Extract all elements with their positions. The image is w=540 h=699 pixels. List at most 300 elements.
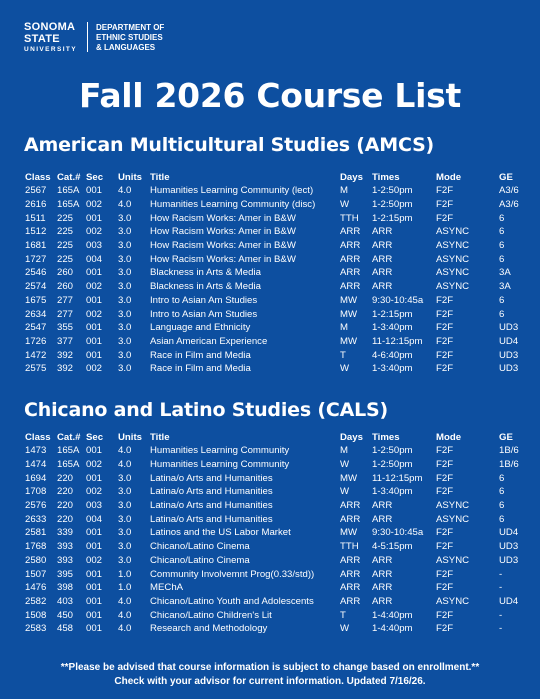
cell-section: 001 <box>86 582 103 594</box>
cell-class: 1511 <box>25 212 46 224</box>
cell-catalog-number: 377 <box>57 335 74 347</box>
column-header-mode: Mode <box>436 431 462 443</box>
cell-catalog-number: 165A <box>57 199 80 211</box>
cell-mode: F2F <box>436 623 454 635</box>
table-row <box>25 335 525 349</box>
cell-title: Research and Methodology <box>150 623 268 635</box>
cell-ge: 1B/6 <box>499 459 519 471</box>
table-row <box>25 280 525 294</box>
cell-ge: UD3 <box>499 322 519 334</box>
cell-ge: 6 <box>499 513 505 525</box>
cell-catalog-number: 225 <box>57 253 74 265</box>
cell-title: Race in Film and Media <box>150 349 251 361</box>
cell-catalog-number: 395 <box>57 568 74 580</box>
cell-units: 3.0 <box>118 554 132 566</box>
cell-ge: - <box>499 609 503 621</box>
cell-title: How Racism Works: Amer in B&W <box>150 240 296 252</box>
cell-class: 2574 <box>25 281 47 293</box>
cell-mode: F2F <box>436 199 454 211</box>
cell-catalog-number: 393 <box>57 554 74 566</box>
cell-section: 001 <box>86 294 103 306</box>
column-header-units: Units <box>118 431 142 443</box>
cell-mode: ASYNC <box>436 281 470 293</box>
department-line-3: & LANGUAGES <box>96 43 156 52</box>
cell-days: W <box>340 486 350 498</box>
table-row <box>25 581 525 595</box>
cell-days: MW <box>340 527 358 539</box>
cell-title: Race in Film and Media <box>150 363 251 375</box>
cell-title: How Racism Works: Amer in B&W <box>150 226 296 238</box>
cell-ge: UD3 <box>499 363 519 375</box>
cell-title: Chicano/Latino Youth and Adolescents <box>150 595 314 607</box>
cell-catalog-number: 450 <box>57 609 74 621</box>
column-header-catalog-number: Cat.# <box>57 431 81 443</box>
cell-days: TTH <box>340 212 359 224</box>
cell-mode: ASYNC <box>436 267 470 279</box>
cell-class: 1694 <box>25 472 47 484</box>
cell-section: 002 <box>86 199 103 211</box>
cell-catalog-number: 260 <box>57 281 74 293</box>
column-header-ge: GE <box>499 171 513 183</box>
cell-times: 1-2:50pm <box>372 445 413 457</box>
cell-ge: A3/6 <box>499 199 519 211</box>
cell-days: TTH <box>340 541 359 553</box>
cell-mode: F2F <box>436 335 454 347</box>
cell-days: T <box>340 609 346 621</box>
cell-times: 11-12:15pm <box>372 472 423 484</box>
cell-times: 9:30-10:45a <box>372 527 424 539</box>
cell-units: 4.0 <box>118 185 132 197</box>
column-header-units: Units <box>118 171 142 183</box>
cell-section: 001 <box>86 322 103 334</box>
cell-times: 1-3:40pm <box>372 322 413 334</box>
cell-section: 002 <box>86 554 103 566</box>
cell-catalog-number: 220 <box>57 472 74 484</box>
cell-section: 002 <box>86 486 103 498</box>
cell-units: 1.0 <box>118 582 132 594</box>
cell-ge: - <box>499 623 503 635</box>
cell-ge: 3A <box>499 267 511 279</box>
cell-units: 3.0 <box>118 541 132 553</box>
cell-catalog-number: 403 <box>57 595 74 607</box>
cell-mode: F2F <box>436 568 454 580</box>
column-header-mode: Mode <box>436 171 462 183</box>
cell-ge: UD4 <box>499 335 519 347</box>
column-header-times: Times <box>372 171 400 183</box>
cell-ge: 6 <box>499 294 505 306</box>
sonoma-state-logo <box>24 22 77 54</box>
cell-mode: ASYNC <box>436 500 470 512</box>
cell-ge: UD3 <box>499 541 519 553</box>
cell-section: 001 <box>86 541 103 553</box>
section-heading-amcs: American Multicultural Studies (AMCS) <box>24 134 435 156</box>
cell-section: 003 <box>86 500 103 512</box>
cell-days: ARR <box>340 582 361 594</box>
column-header-title: Title <box>150 431 170 443</box>
cell-class: 1512 <box>25 226 47 238</box>
cell-ge: 6 <box>499 308 505 320</box>
cell-units: 3.0 <box>118 212 132 224</box>
cell-class: 2547 <box>25 322 47 334</box>
cell-times: 1-3:40pm <box>372 363 413 375</box>
table-row <box>25 348 525 362</box>
cell-title: Community Involvemnt Prog(0.33/std)) <box>150 568 315 580</box>
cell-catalog-number: 220 <box>57 500 74 512</box>
cell-times: 4-5:15pm <box>372 541 413 553</box>
column-header-days: Days <box>340 431 363 443</box>
table-row <box>25 184 525 198</box>
footer-notice <box>0 661 540 689</box>
cell-section: 002 <box>86 226 103 238</box>
cell-ge: 6 <box>499 486 505 498</box>
cell-catalog-number: 165A <box>57 185 80 197</box>
table-row <box>25 211 525 225</box>
cell-mode: ASYNC <box>436 240 470 252</box>
cell-title: Latina/o Arts and Humanities <box>150 513 273 525</box>
cell-units: 3.0 <box>118 281 132 293</box>
cell-days: ARR <box>340 267 361 279</box>
cell-days: MW <box>340 335 358 347</box>
cell-times: 1-2:50pm <box>372 185 413 197</box>
column-header-section: Sec <box>86 431 104 443</box>
cell-units: 3.0 <box>118 322 132 334</box>
table-row <box>25 252 525 266</box>
cell-class: 1726 <box>25 335 47 347</box>
cell-class: 1708 <box>25 486 47 498</box>
cell-catalog-number: 165A <box>57 459 80 471</box>
cell-section: 004 <box>86 253 103 265</box>
table-row <box>25 471 525 485</box>
cell-title: How Racism Works: Amer in B&W <box>150 212 296 224</box>
cell-times: ARR <box>372 554 393 566</box>
cell-units: 1.0 <box>118 568 132 580</box>
cell-units: 3.0 <box>118 253 132 265</box>
cell-units: 4.0 <box>118 459 132 471</box>
course-table-cals <box>25 430 525 636</box>
cell-days: MW <box>340 308 358 320</box>
cell-days: ARR <box>340 281 361 293</box>
table-row <box>25 526 525 540</box>
cell-days: W <box>340 199 350 211</box>
cell-section: 002 <box>86 281 103 293</box>
cell-units: 4.0 <box>118 199 132 211</box>
cell-ge: 6 <box>499 500 505 512</box>
cell-days: ARR <box>340 595 361 607</box>
cell-days: M <box>340 185 348 197</box>
cell-section: 001 <box>86 527 103 539</box>
cell-units: 3.0 <box>118 472 132 484</box>
cell-ge: 3A <box>499 281 511 293</box>
cell-ge: 6 <box>499 226 505 238</box>
table-row <box>25 512 525 526</box>
cell-times: 1-4:40pm <box>372 609 413 621</box>
cell-mode: F2F <box>436 363 454 375</box>
cell-times: ARR <box>372 595 393 607</box>
cell-section: 002 <box>86 363 103 375</box>
cell-class: 2576 <box>25 500 47 512</box>
cell-times: 1-4:40pm <box>372 623 413 635</box>
cell-mode: F2F <box>436 486 454 498</box>
cell-times: 1-2:15pm <box>372 212 413 224</box>
cell-title: Chicano/Latino Cinema <box>150 554 250 566</box>
cell-mode: ASYNC <box>436 554 470 566</box>
cell-catalog-number: 165A <box>57 445 80 457</box>
cell-units: 4.0 <box>118 609 132 621</box>
cell-ge: 6 <box>499 212 505 224</box>
cell-units: 4.0 <box>118 595 132 607</box>
table-header-row <box>25 170 525 184</box>
cell-section: 004 <box>86 513 103 525</box>
table-row <box>25 225 525 239</box>
cell-class: 2546 <box>25 267 47 279</box>
cell-ge: UD3 <box>499 554 519 566</box>
cell-times: 1-2:50pm <box>372 459 413 471</box>
course-table-amcs <box>25 170 525 376</box>
cell-class: 2583 <box>25 623 47 635</box>
cell-section: 001 <box>86 349 103 361</box>
column-header-times: Times <box>372 431 400 443</box>
cell-days: W <box>340 459 350 471</box>
column-header-days: Days <box>340 171 363 183</box>
cell-class: 1472 <box>25 349 47 361</box>
cell-title: Latina/o Arts and Humanities <box>150 472 273 484</box>
column-header-title: Title <box>150 171 170 183</box>
table-row <box>25 485 525 499</box>
cell-title: Humanities Learning Community (disc) <box>150 199 316 211</box>
cell-class: 2634 <box>25 308 47 320</box>
cell-mode: F2F <box>436 308 454 320</box>
cell-times: 11-12:15pm <box>372 335 423 347</box>
cell-days: ARR <box>340 226 361 238</box>
cell-days: T <box>340 349 346 361</box>
page-title: Fall 2026 Course List <box>79 76 461 115</box>
cell-times: ARR <box>372 500 393 512</box>
cell-section: 002 <box>86 308 103 320</box>
cell-mode: F2F <box>436 527 454 539</box>
cell-ge: 6 <box>499 253 505 265</box>
table-row <box>25 266 525 280</box>
table-row <box>25 622 525 636</box>
cell-times: ARR <box>372 281 393 293</box>
cell-class: 1474 <box>25 459 47 471</box>
cell-units: 3.0 <box>118 527 132 539</box>
cell-catalog-number: 277 <box>57 308 74 320</box>
cell-section: 001 <box>86 335 103 347</box>
cell-days: MW <box>340 472 358 484</box>
cell-units: 3.0 <box>118 349 132 361</box>
cell-title: Chicano/Latino Cinema <box>150 541 250 553</box>
cell-mode: ASYNC <box>436 513 470 525</box>
cell-class: 2575 <box>25 363 47 375</box>
cell-section: 001 <box>86 472 103 484</box>
cell-ge: - <box>499 582 503 594</box>
cell-section: 001 <box>86 595 103 607</box>
cell-catalog-number: 277 <box>57 294 74 306</box>
cell-times: 1-3:40pm <box>372 486 413 498</box>
cell-times: 1-2:15pm <box>372 308 413 320</box>
cell-units: 3.0 <box>118 335 132 347</box>
cell-days: ARR <box>340 568 361 580</box>
cell-catalog-number: 220 <box>57 486 74 498</box>
cell-class: 1476 <box>25 582 47 594</box>
cell-catalog-number: 458 <box>57 623 74 635</box>
cell-class: 1681 <box>25 240 47 252</box>
cell-units: 3.0 <box>118 513 132 525</box>
table-row <box>25 567 525 581</box>
cell-catalog-number: 398 <box>57 582 74 594</box>
table-row <box>25 499 525 513</box>
table-row <box>25 458 525 472</box>
cell-section: 001 <box>86 609 103 621</box>
cell-title: Blackness in Arts & Media <box>150 267 261 279</box>
cell-title: Latina/o Arts and Humanities <box>150 486 273 498</box>
cell-catalog-number: 220 <box>57 513 74 525</box>
cell-title: Chicano/Latino Children's Lit <box>150 609 272 621</box>
section-heading-cals: Chicano and Latino Studies (CALS) <box>24 399 388 421</box>
cell-times: ARR <box>372 568 393 580</box>
column-header-class: Class <box>25 431 51 443</box>
column-header-class: Class <box>25 171 51 183</box>
logo-line-3: UNIVERSITY <box>24 46 78 53</box>
footer-line-2: Check with your advisor for current information. Updated 7/16/26. <box>114 676 426 687</box>
cell-mode: F2F <box>436 294 454 306</box>
cell-times: 4-6:40pm <box>372 349 413 361</box>
cell-section: 002 <box>86 459 103 471</box>
cell-catalog-number: 339 <box>57 527 74 539</box>
cell-title: MEChA <box>150 582 184 594</box>
cell-units: 3.0 <box>118 308 132 320</box>
cell-units: 3.0 <box>118 500 132 512</box>
cell-days: W <box>340 363 350 375</box>
department-line-2: ETHNIC STUDIES <box>96 33 163 42</box>
table-row <box>25 239 525 253</box>
table-row <box>25 362 525 376</box>
cell-class: 2633 <box>25 513 47 525</box>
cell-title: Intro to Asian Am Studies <box>150 294 258 306</box>
table-row <box>25 321 525 335</box>
cell-ge: UD4 <box>499 527 519 539</box>
cell-title: Latinos and the US Labor Market <box>150 527 291 539</box>
cell-days: M <box>340 322 348 334</box>
cell-ge: - <box>499 568 503 580</box>
cell-class: 1675 <box>25 294 47 306</box>
cell-times: ARR <box>372 253 393 265</box>
cell-catalog-number: 260 <box>57 267 74 279</box>
cell-mode: F2F <box>436 349 454 361</box>
cell-ge: 1B/6 <box>499 445 519 457</box>
department-name <box>96 23 164 53</box>
table-row <box>25 307 525 321</box>
cell-mode: F2F <box>436 459 454 471</box>
cell-class: 1768 <box>25 541 47 553</box>
cell-times: ARR <box>372 582 393 594</box>
cell-title: Humanities Learning Community (lect) <box>150 185 314 197</box>
cell-section: 001 <box>86 267 103 279</box>
cell-title: How Racism Works: Amer in B&W <box>150 253 296 265</box>
cell-mode: F2F <box>436 212 454 224</box>
cell-mode: ASYNC <box>436 595 470 607</box>
cell-mode: ASYNC <box>436 226 470 238</box>
cell-class: 1508 <box>25 609 47 621</box>
table-header-row <box>25 430 525 444</box>
cell-ge: 6 <box>499 240 505 252</box>
table-row <box>25 198 525 212</box>
column-header-catalog-number: Cat.# <box>57 171 81 183</box>
footer-line-1: **Please be advised that course information is subject to change based on enrollment.** <box>60 662 480 673</box>
cell-units: 3.0 <box>118 363 132 375</box>
column-header-ge: GE <box>499 431 513 443</box>
cell-units: 4.0 <box>118 623 132 635</box>
cell-section: 001 <box>86 623 103 635</box>
cell-title: Latina/o Arts and Humanities <box>150 500 273 512</box>
table-row <box>25 554 525 568</box>
cell-units: 4.0 <box>118 445 132 457</box>
table-row <box>25 608 525 622</box>
cell-days: MW <box>340 294 358 306</box>
cell-catalog-number: 392 <box>57 363 74 375</box>
cell-times: ARR <box>372 240 393 252</box>
cell-section: 001 <box>86 445 103 457</box>
cell-section: 003 <box>86 240 103 252</box>
cell-class: 2567 <box>25 185 47 197</box>
cell-times: ARR <box>372 226 393 238</box>
cell-catalog-number: 225 <box>57 240 74 252</box>
cell-times: ARR <box>372 267 393 279</box>
cell-section: 001 <box>86 212 103 224</box>
column-header-section: Sec <box>86 171 104 183</box>
cell-class: 2580 <box>25 554 47 566</box>
cell-section: 001 <box>86 185 103 197</box>
cell-days: ARR <box>340 513 361 525</box>
header-divider <box>87 22 88 52</box>
cell-units: 3.0 <box>118 267 132 279</box>
cell-ge: UD4 <box>499 595 519 607</box>
cell-class: 2582 <box>25 595 47 607</box>
logo-line-1: SONOMA <box>24 21 76 33</box>
cell-mode: F2F <box>436 541 454 553</box>
cell-days: M <box>340 445 348 457</box>
cell-mode: ASYNC <box>436 253 470 265</box>
cell-ge: 6 <box>499 472 505 484</box>
cell-times: 1-2:50pm <box>372 199 413 211</box>
cell-title: Language and Ethnicity <box>150 322 251 334</box>
cell-times: 9:30-10:45a <box>372 294 424 306</box>
cell-title: Blackness in Arts & Media <box>150 281 261 293</box>
cell-title: Intro to Asian Am Studies <box>150 308 258 320</box>
cell-catalog-number: 225 <box>57 212 74 224</box>
department-line-1: DEPARTMENT OF <box>96 23 165 32</box>
table-row <box>25 294 525 308</box>
cell-mode: F2F <box>436 472 454 484</box>
cell-title: Asian American Experience <box>150 335 268 347</box>
header <box>24 22 164 54</box>
cell-times: ARR <box>372 513 393 525</box>
cell-units: 3.0 <box>118 240 132 252</box>
cell-class: 1473 <box>25 445 47 457</box>
cell-ge: UD3 <box>499 349 519 361</box>
table-row <box>25 444 525 458</box>
cell-title: Humanities Learning Community <box>150 459 290 471</box>
cell-class: 2616 <box>25 199 47 211</box>
table-row <box>25 540 525 554</box>
cell-days: ARR <box>340 253 361 265</box>
cell-catalog-number: 355 <box>57 322 74 334</box>
cell-title: Humanities Learning Community <box>150 445 290 457</box>
cell-units: 3.0 <box>118 294 132 306</box>
cell-catalog-number: 392 <box>57 349 74 361</box>
logo-line-2: STATE <box>24 33 60 45</box>
cell-mode: F2F <box>436 185 454 197</box>
